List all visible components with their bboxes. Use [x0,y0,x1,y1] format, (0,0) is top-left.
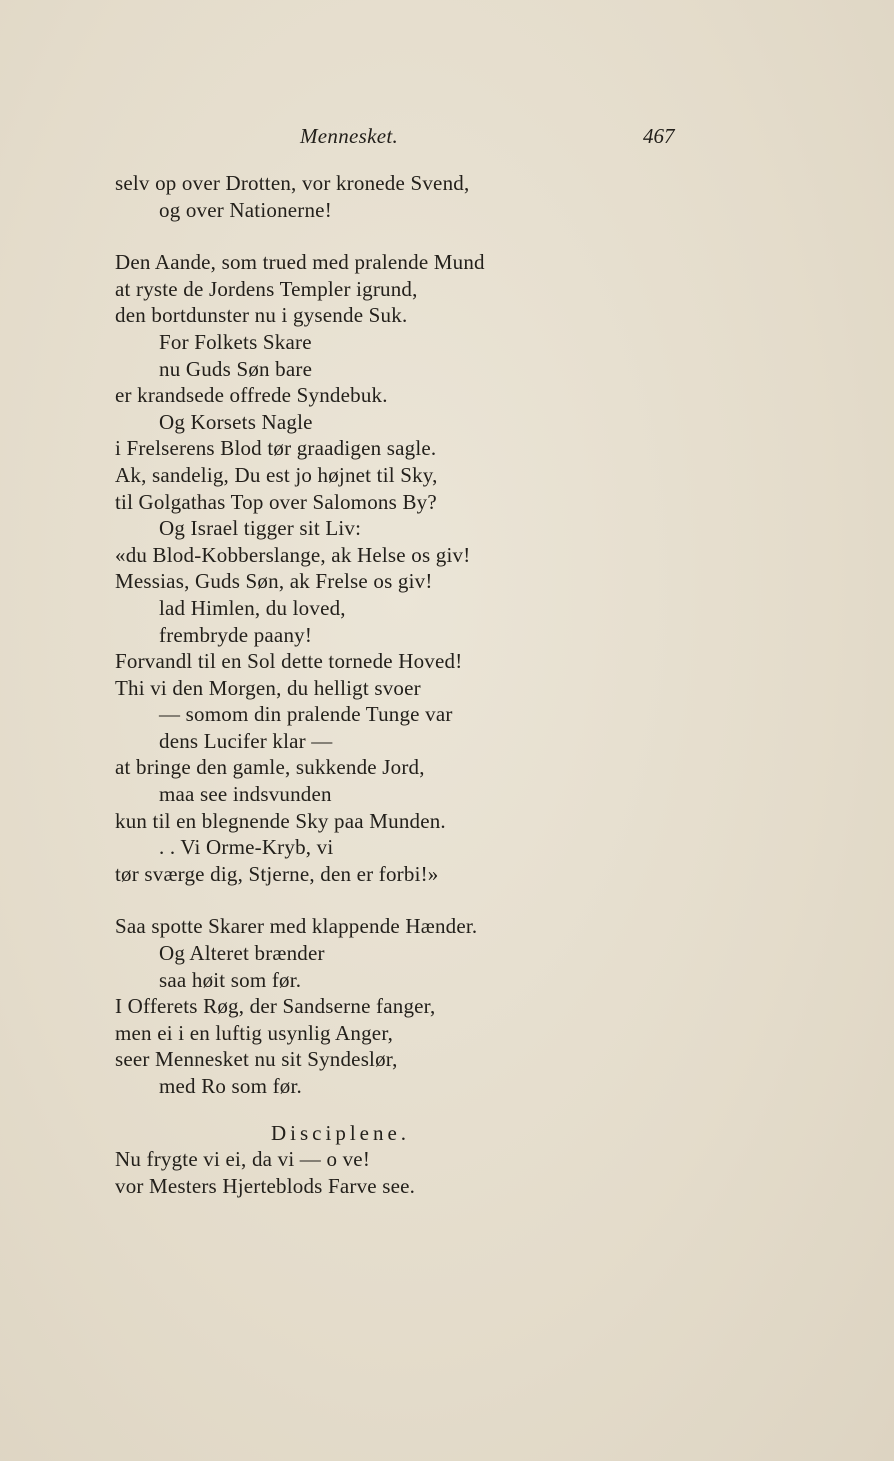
stanza-break [115,1100,675,1120]
verse-line: dens Lucifer klar — [159,728,333,753]
verse-line: nu Guds Søn bare [159,356,313,381]
verse-line: Ak, sandelig, Du est jo højnet til Sky, [115,462,438,487]
verse-line: seer Mennesket nu sit Syndeslør, [115,1047,398,1072]
verse-line: Og Alteret brænder [159,941,325,966]
verse-line: For Folkets Skare [159,329,312,354]
verse-line: . . Vi Orme-Kryb, vi [159,835,334,860]
verse-line: saa høit som før. [159,967,302,992]
stanza-1 [115,170,675,223]
verse-line: den bortdunster nu i gysende Suk. [115,303,408,328]
poem-text [115,170,675,1199]
verse-line: lad Himlen, du loved, [159,595,346,620]
verse-line: Og Israel tigger sit Liv: [159,516,362,541]
verse-line: er krandsede offrede Syndebuk. [115,383,388,408]
verse-line: Messias, Guds Søn, ak Frelse os giv! [115,569,433,594]
stanza-3 [115,913,675,1099]
verse-line: at bringe den gamle, sukkende Jord, [115,755,425,780]
verse-line: Forvandl til en Sol dette tornede Hoved! [115,649,463,674]
running-title: Mennesket. [300,124,399,148]
verse-line: og over Nationerne! [159,197,332,222]
verse-line: Thi vi den Morgen, du helligt svoer [115,675,421,700]
stanza-break [115,223,675,249]
verse-line: Nu frygte vi ei, da vi — o ve! [115,1147,371,1172]
stanza-break [115,887,675,913]
verse-line: men ei i en luftig usynlig Anger, [115,1020,394,1045]
verse-line: Den Aande, som trued med pralende Mund [115,250,485,275]
verse-line: I Offerets Røg, der Sandserne fanger, [115,994,436,1019]
verse-line: at ryste de Jordens Templer igrund, [115,276,418,301]
verse-line: tør sværge dig, Stjerne, den er forbi!» [115,861,439,886]
stanza-4 [115,1146,675,1199]
verse-line: med Ro som før. [159,1074,302,1098]
verse-line: i Frelserens Blod tør graadigen sagle. [115,436,437,461]
verse-line: selv op over Drotten, vor kronede Svend, [115,171,470,195]
verse-line: Saa spotte Skarer med klappende Hænder. [115,914,478,939]
verse-line: maa see indsvunden [159,782,332,807]
page-number: 467 [643,124,675,148]
page-header [0,124,894,156]
stanza-2 [115,249,675,887]
speaker-heading: Disciplene. [271,1120,411,1145]
verse-line: vor Mesters Hjerteblods Farve see. [115,1173,416,1198]
verse-line: «du Blod-Kobberslange, ak Helse os giv! [115,542,471,567]
verse-line: frembryde paany! [159,622,313,647]
verse-line: kun til en blegnende Sky paa Munden. [115,808,446,833]
verse-line: — somom din pralende Tunge var [159,702,453,727]
verse-line: til Golgathas Top over Salomons By? [115,489,437,514]
verse-line: Og Korsets Nagle [159,409,313,434]
